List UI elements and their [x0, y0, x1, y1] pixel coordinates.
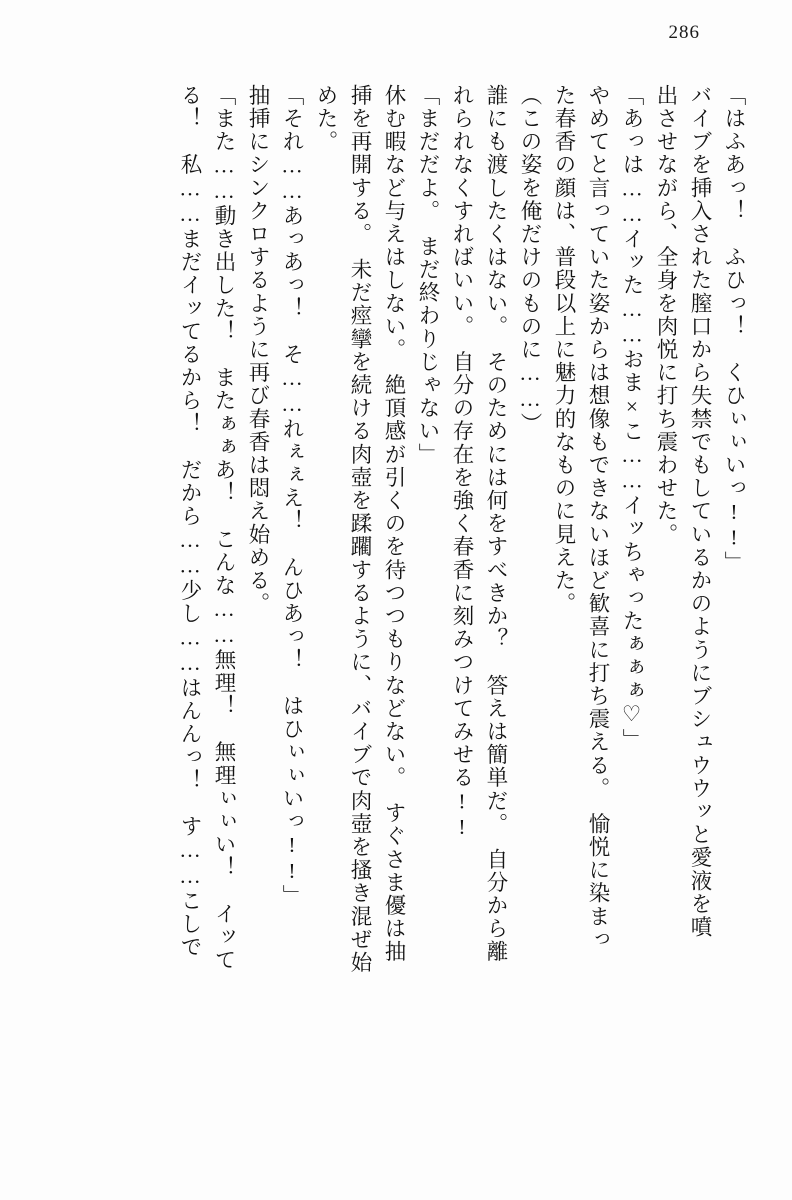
text-line: 休む暇など与えはしない。 絶頂感が引くのを待つつもりなどない。 すぐさま優は抽 — [382, 84, 406, 964]
text-line: 「それ……あっあっ！ そ……れぇぇえ！ んひあっ！ はひぃぃいっ!!」 — [280, 84, 304, 908]
text-line: 「まだだよ。 まだ終わりじゃない」 — [416, 84, 440, 466]
text-line: 挿を再開する。 未だ痙攣を続ける肉壺を蹂躙するように、バイブで肉壺を搔き混ぜ始 — [348, 84, 372, 975]
text-line: （この姿を俺だけのものに……） — [518, 84, 542, 436]
text-line: めた。 — [314, 84, 338, 154]
text-line: やめてと言っていた姿からは想像もできないほど歓喜に打ち震える。 愉悦に染まっ — [586, 84, 610, 952]
text-line: た春香の顔は、普段以上に魅力的なものに見えた。 — [552, 84, 576, 616]
page-number: 286 — [668, 22, 700, 43]
text-line: 「あっは……イッた……おま×こ……イッちゃったぁぁぁ♡」 — [620, 84, 644, 752]
text-line: バイブを挿入された膣口から失禁でもしているかのようにブシュウウッと愛液を噴 — [688, 84, 712, 939]
text-line: 誰にも渡したくはない。 そのためには何をすべきか？ 答えは簡単だ。 自分から離 — [484, 84, 508, 964]
text-line: 「また……動き出した！ またぁぁあ！ こんな……無理！ 無理ぃぃい！ イッて — [212, 84, 236, 972]
text-line: 出させながら、全身を肉悦に打ち震わせた。 — [654, 84, 678, 546]
text-line: る！ 私……まだイッてるから！ だから……少し……はんんっ！ す……こしで — [178, 84, 202, 959]
text-line: れられなくすればいい。 自分の存在を強く春香に刻みつけてみせる!! — [450, 84, 474, 841]
text-line: 抽挿にシンクロするように再び春香は悶え始める。 — [246, 84, 270, 616]
text-line: 「はふあっ！ ふひっ！ くひぃぃいっ!!」 — [722, 84, 746, 575]
vertical-text-body — [44, 84, 744, 1164]
